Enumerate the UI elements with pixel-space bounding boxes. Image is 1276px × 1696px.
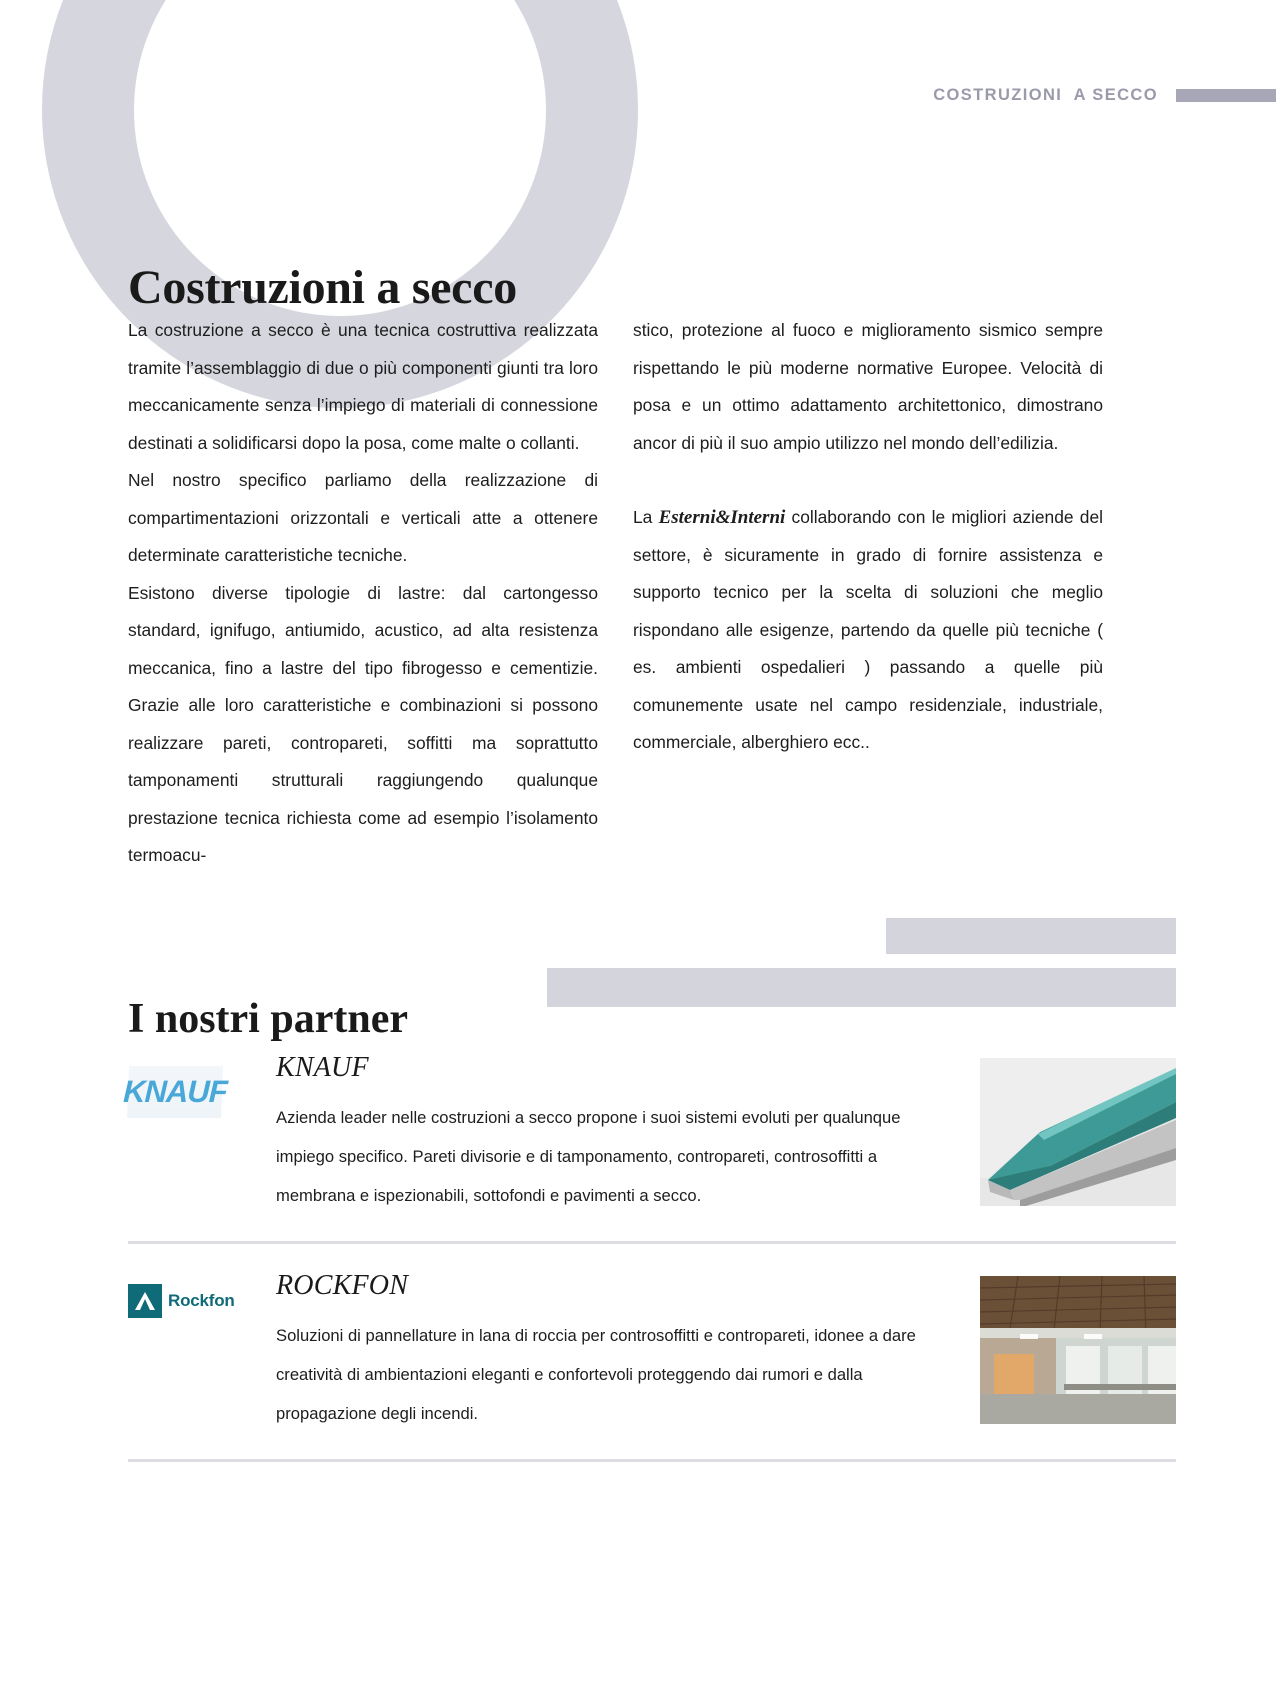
partners-bottom-divider xyxy=(128,1459,1176,1462)
paragraph-left-3: Esistono diverse tipologie di lastre: dal cartongesso standard, ignifugo, antiumido, acustico, ad alta resistenza meccanica, fino a lastre del tipo fibrogesso e cementizie. Grazie alle loro caratteristiche e combinazioni si possono realizzare pareti, contropareti, soffitti ma soprattutto tamponamenti strutturali raggiungendo qualunque prestazione tecnica richiesta come ad esempio l’isolamento termoacu- xyxy=(128,582,598,865)
partner-logo-cell-knauf xyxy=(122,1052,276,1118)
paragraph-left-1: La costruzione a secco è una tecnica costruttiva realizzata tramite l’assemblaggio di due o più componenti giunti tra loro meccanicamente senza l’impiego di materiali di connessione destinati a solidificarsi dopo la posa, come malte o collanti. xyxy=(128,320,598,453)
left-column xyxy=(128,312,598,875)
page-title: Costruzioni a secco xyxy=(128,261,517,315)
partner-logo-cell-rockfon xyxy=(128,1270,276,1318)
partner-text-rockfon xyxy=(276,1270,980,1433)
knauf-board-illustration xyxy=(980,1058,1176,1206)
knauf-product-photo xyxy=(980,1058,1176,1206)
header-accent-bar xyxy=(1176,89,1276,102)
paragraph-right-2-post: collaborando con le migliori aziende del settore, è sicuramente in grado di fornire assistenza e supporto tecnico per la scelta di soluzioni che meglio rispondano alle esigenze, partendo da quelle più tecniche ( es. ambienti ospedalieri ) passando a quelle più comunemente usate nel campo residenziale, industriale, commerciale, alberghiero ecc.. xyxy=(633,507,1103,752)
brand-name-esterni-interni: Esterni&Interni xyxy=(658,507,786,528)
paragraph-left-2: Nel nostro specifico parliamo della realizzazione di compartimentazioni orizzontali e verticali atte a ottenere determinate caratteristiche tecniche. xyxy=(128,470,598,565)
paragraph-right-2 xyxy=(633,499,1103,762)
page-header xyxy=(0,80,1276,110)
rockfon-ceiling-photo xyxy=(980,1276,1176,1424)
header-section-label: COSTRUZIONI A SECCO xyxy=(933,85,1158,104)
paragraph-right-2-pre: La xyxy=(633,507,659,527)
partner-band-top xyxy=(886,918,1176,954)
paragraph-right-1: stico, protezione al fuoco e miglioramento sismico sempre rispettando le più moderne normative Europee. Velocità di posa e un ottimo adattamento architettonico, dimostrano ancor di più il suo ampio utilizzo nel mondo dell’edilizia. xyxy=(633,320,1103,453)
rockfon-ceiling-illustration xyxy=(980,1276,1176,1424)
rockfon-logo xyxy=(128,1284,276,1318)
body-columns xyxy=(128,312,1103,875)
partners-section-title: I nostri partner xyxy=(128,995,408,1042)
rockfon-wordmark: Rockfon xyxy=(168,1291,235,1310)
partner-row-rockfon xyxy=(128,1241,1176,1459)
right-column xyxy=(633,312,1103,875)
rockfon-mark-icon xyxy=(128,1284,162,1318)
partner-description-knauf: Azienda leader nelle costruzioni a secco propone i suoi sistemi evoluti per qualunque impiego specifico. Pareti divisorie e di tamponamento, contropareti, controsoffitti a membrana e ispezionabili, sottofondi e pavimenti a secco. xyxy=(276,1108,901,1205)
knauf-logo: KNAUF xyxy=(127,1066,223,1118)
partner-name-rockfon: ROCKFON xyxy=(276,1270,409,1301)
partner-image-cell-knauf xyxy=(980,1052,1176,1206)
partner-row-knauf xyxy=(122,1052,1176,1241)
partners-list xyxy=(122,1052,1176,1462)
partner-image-cell-rockfon xyxy=(980,1270,1176,1424)
partner-description-rockfon: Soluzioni di pannellature in lana di roccia per controsoffitti e contropareti, idonee a dare creatività di ambientazioni eleganti e confortevoli proteggendo dai rumori e dalla propagazione degli incendi. xyxy=(276,1326,916,1423)
partner-band-main xyxy=(547,968,1176,1007)
partner-text-knauf xyxy=(276,1052,980,1215)
partner-name-knauf: KNAUF xyxy=(276,1052,369,1083)
